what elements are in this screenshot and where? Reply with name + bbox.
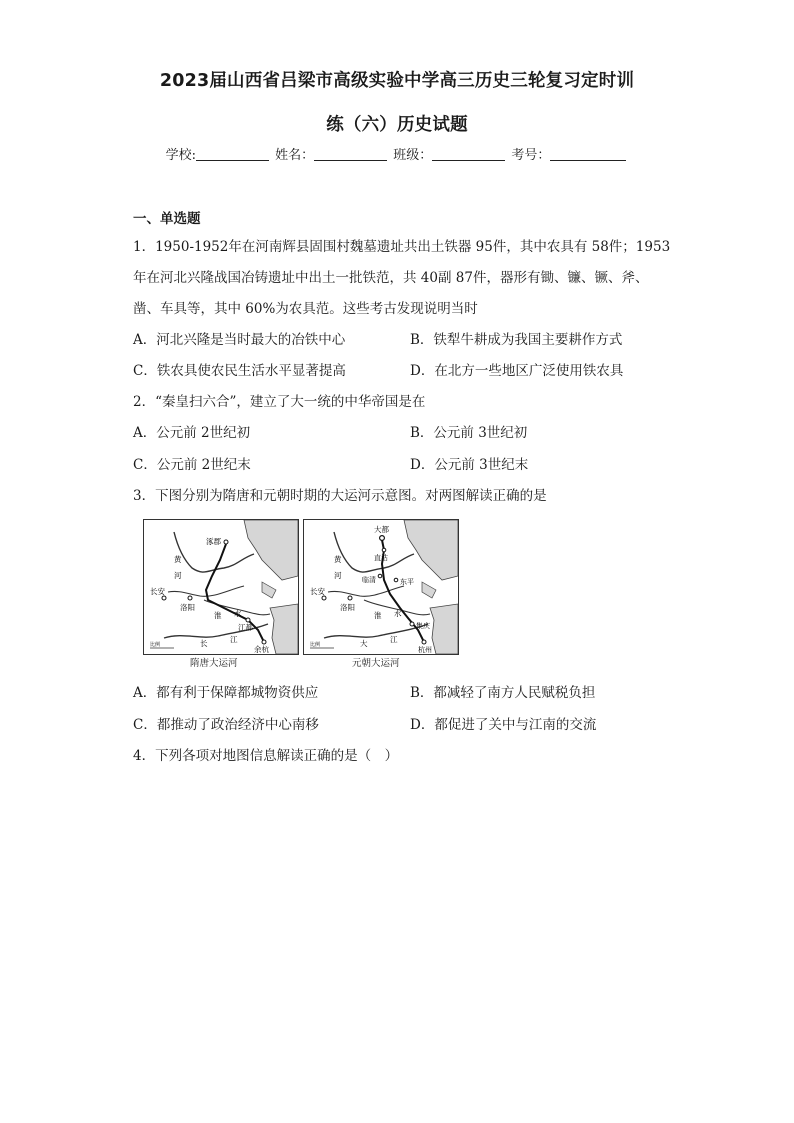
huai-label: 淮 (374, 611, 382, 620)
yuhang-marker (262, 640, 266, 644)
zhigu-label: 直沽 (374, 554, 388, 562)
yuhang-label: 余杭 (254, 645, 269, 654)
changan-marker (162, 596, 166, 600)
sea-area (404, 520, 458, 580)
scale-label: 比例 (310, 642, 321, 648)
hangzhou-marker (422, 640, 426, 644)
east-sea (430, 604, 458, 654)
student-info-row (0, 144, 794, 163)
q1-stem-line1: 1．1950-1952年在河南辉县固围村魏墓遗址共出土铁器 95件，其中农具有 58件；1953 (133, 239, 671, 255)
luoyang-label: 洛阳 (180, 603, 195, 612)
q3-option-b[interactable]: B．都减轻了南方人民赋税负担 (410, 685, 596, 701)
luoyang-label: 洛阳 (340, 603, 355, 612)
exam-title-line2: 练（六）历史试题 (326, 115, 468, 135)
yangtze-label-2: 江 (390, 635, 398, 644)
sea-area (244, 520, 298, 580)
zhuojun-marker (224, 540, 228, 544)
number-label: 考号： (511, 148, 551, 163)
q3-option-c[interactable]: C．都推动了政治经济中心南移 (133, 717, 319, 733)
q1-stem-line3: 凿、车具等，其中 60%为农具范。这些考古发现说明当时 (133, 301, 478, 317)
hangzhou-label: 杭州 (418, 646, 432, 654)
yangtze-label-1: 大 (360, 639, 368, 648)
wei-river-line (328, 586, 404, 596)
q4-stem: 4．下列各项对地图信息解读正确的是（ ） (133, 748, 399, 764)
jiangdu-marker (246, 618, 250, 622)
q2-stem: 2．“秦皇扫六合”，建立了大一统的中华帝国是在 (133, 394, 426, 410)
peninsula (422, 582, 436, 598)
dongping-marker (394, 578, 398, 582)
linqing-label: 临清 (362, 576, 376, 584)
huanghe-label-1: 黄 (334, 555, 342, 564)
yuan-canal-map (303, 519, 459, 655)
shui-label: 水 (234, 609, 242, 618)
zhuojun-label: 涿郡 (206, 537, 221, 546)
huai-label: 淮 (214, 611, 222, 620)
jiqing-label: 集庆 (416, 622, 430, 630)
east-sea (270, 604, 298, 654)
sui-tang-map-caption: 隋唐大运河 (190, 658, 238, 669)
school-label: 学校: (165, 148, 196, 163)
changan-marker (322, 596, 326, 600)
yuan-map-svg (304, 520, 458, 654)
class-blank[interactable] (432, 148, 505, 161)
huanghe-label-2: 河 (174, 571, 182, 580)
sui-tang-canal-map (143, 519, 299, 655)
dongping-label: 东平 (400, 578, 414, 586)
luoyang-marker (348, 596, 352, 600)
grand-canal-route (206, 544, 264, 642)
q1-option-b[interactable]: B．铁犁牛耕成为我国主要耕作方式 (410, 332, 623, 348)
q3-stem: 3．下图分别为隋唐和元朝时期的大运河示意图。对两图解读正确的是 (133, 488, 547, 504)
linqing-marker (378, 574, 382, 578)
jiqing-marker (410, 622, 414, 626)
yangtze-label-1: 长 (200, 639, 208, 648)
q3-option-d[interactable]: D．都促进了关中与江南的交流 (410, 717, 597, 733)
jiangdu-label: 江都 (238, 623, 253, 632)
q2-option-b[interactable]: B．公元前 3世纪初 (410, 425, 528, 441)
school-blank[interactable] (196, 148, 269, 161)
dadu-marker (380, 536, 385, 541)
luoyang-marker (188, 596, 192, 600)
yuan-map-caption: 元朝大运河 (352, 658, 400, 669)
q3-option-a[interactable]: A．都有利于保障都城物资供应 (133, 685, 319, 701)
dadu-label: 大都 (374, 525, 389, 534)
huanghe-label-1: 黄 (174, 555, 182, 564)
section-heading: 一、单选题 (133, 211, 201, 227)
zhigu-marker (382, 548, 386, 552)
shui-label: 水 (394, 609, 402, 618)
q1-option-a[interactable]: A．河北兴隆是当时最大的冶铁中心 (133, 332, 346, 348)
q2-option-d[interactable]: D．公元前 3世纪末 (410, 457, 529, 473)
q2-option-a[interactable]: A．公元前 2世纪初 (133, 425, 251, 441)
peninsula (262, 582, 276, 598)
q2-option-c[interactable]: C．公元前 2世纪末 (133, 457, 251, 473)
sui-tang-map-svg (144, 520, 298, 654)
class-label: 班级： (393, 148, 433, 163)
q1-stem-line2: 年在河北兴隆战国冶铸遗址中出土一批铁范，共 40副 87件，器形有锄、镰、镢、斧、 (133, 270, 649, 286)
yellow-river-line (334, 532, 414, 572)
name-label: 姓名： (275, 148, 315, 163)
exam-title-line1: 2023届山西省吕梁市高级实验中学高三历史三轮复习定时训 (159, 71, 635, 91)
number-blank[interactable] (550, 148, 626, 161)
name-blank[interactable] (314, 148, 387, 161)
q1-option-d[interactable]: D．在北方一些地区广泛使用铁农具 (410, 363, 624, 379)
yangtze-label-2: 江 (230, 635, 238, 644)
changan-label: 长安 (150, 587, 165, 596)
q1-option-c[interactable]: C．铁农具使农民生活水平显著提高 (133, 363, 346, 379)
changan-label: 长安 (310, 587, 325, 596)
huanghe-label-2: 河 (334, 571, 342, 580)
scale-label: 比例 (150, 642, 161, 648)
